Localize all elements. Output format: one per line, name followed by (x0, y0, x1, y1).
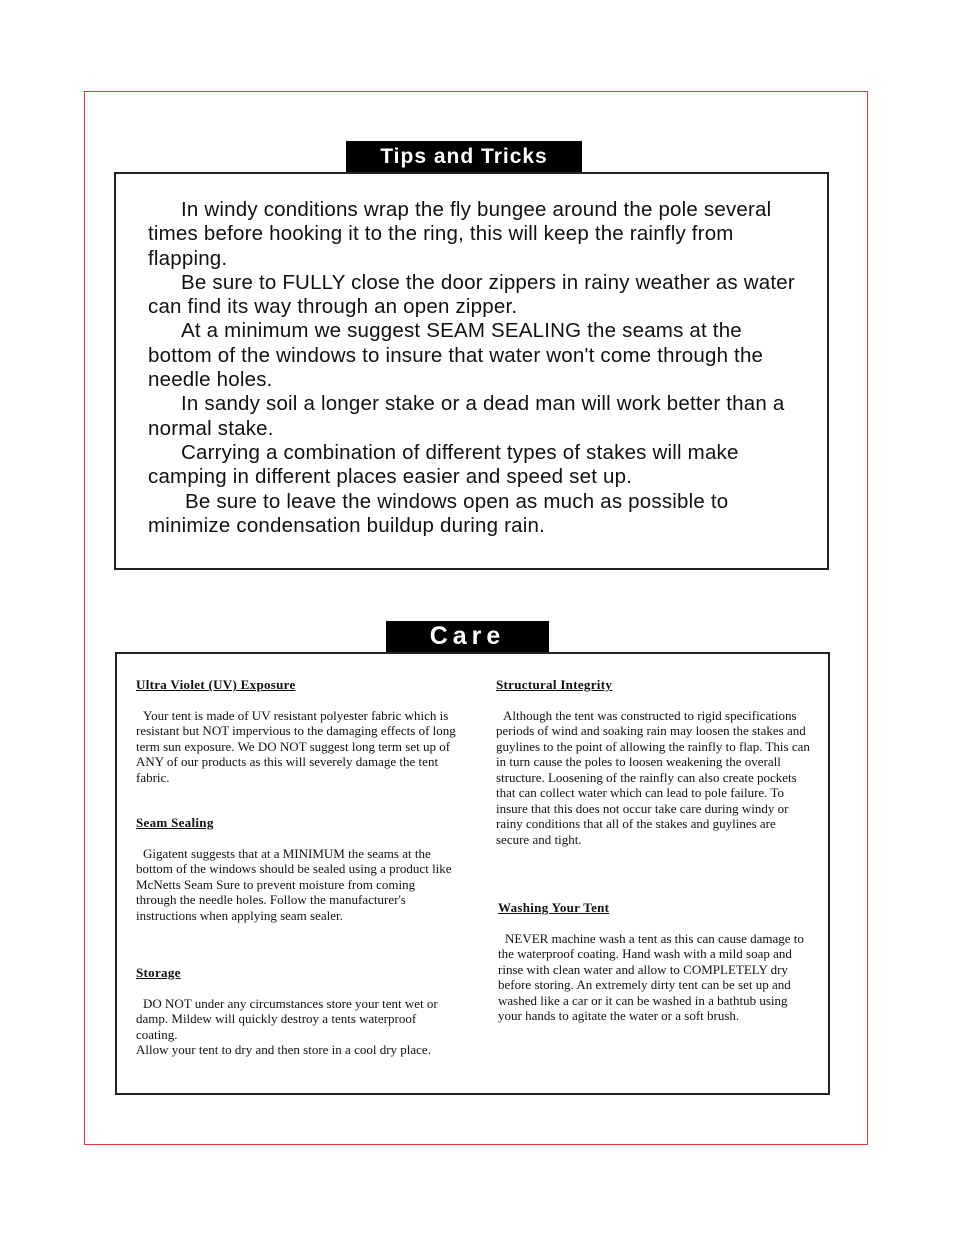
structural-heading: Structural Integrity (496, 677, 613, 692)
care-washing-section (498, 900, 812, 1024)
tip-item: Be sure to leave the windows open as much as possible to minimize condensation buildup during rain. (148, 489, 729, 537)
washing-body: NEVER machine wash a tent as this can cause damage to the waterproof coating. Hand wash with a mild soap and rinse with clean water and allow to COMPLETELY dry before storing. An extremely dirty tent can be set up and washed like a car or it can be washed in a bathtub using your hands to agitate the water or a soft brush. (498, 930, 804, 1023)
care-uv-section (136, 677, 458, 785)
care-seam-section (136, 815, 458, 923)
care-structural-section (496, 677, 810, 847)
uv-body: Your tent is made of UV resistant polyester fabric which is resistant but NOT impervious to the damaging effects of long term sun exposure. We DO NOT suggest long term set up of ANY of our products as this will severely damage the tent fabric. (136, 707, 456, 785)
tip-item: At a minimum we suggest SEAM SEALING the seams at the bottom of the windows to insure that water won't come through the needle holes. (148, 319, 764, 392)
storage-body: DO NOT under any circumstances store your tent wet or damp. Mildew will quickly destroy a tents waterproof coating. (136, 995, 438, 1042)
uv-heading: Ultra Violet (UV) Exposure (136, 677, 296, 692)
care-storage-section (136, 965, 458, 1058)
washing-heading: Washing Your Tent (498, 900, 610, 915)
storage-body-2: Allow your tent to dry and then store in a cool dry place. (136, 1042, 431, 1057)
tips-title: Tips and Tricks (346, 141, 582, 172)
care-title: Care (386, 621, 549, 652)
tip-item: Be sure to FULLY close the door zippers in rainy weather as water can find its way through an open zipper. (148, 270, 795, 319)
seam-body: Gigatent suggests that at a MINIMUM the seams at the bottom of the windows should be sealed using a product like McNetts Seam Sure to prevent moisture from coming through the needle holes. Follow the manufacturer's instructions when applying seam sealer. (136, 845, 452, 923)
tip-item: Carrying a combination of different types of stakes will make camping in different places easier and speed set up. (148, 440, 739, 489)
structural-body: Although the tent was constructed to rigid specifications periods of wind and soaking rain may loosen the stakes and guylines to the point of allowing the rainfly to flap. This can in turn cause the poles to loosen weakening the overall structure. Loosening of the rainfly can also create pockets that can collect water which can lead to pole failure. To insure that this does not occur take care during windy or rainy conditions that all of the stakes and guylines are secure and tight. (496, 707, 810, 847)
seam-heading: Seam Sealing (136, 815, 214, 830)
tip-item: In windy conditions wrap the fly bungee around the pole several times before hooking it to the ring, this will keep the rainfly from flapping. (148, 198, 772, 270)
tips-list (148, 198, 808, 538)
tip-item: In sandy soil a longer stake or a dead man will work better than a normal stake. (148, 392, 785, 440)
storage-heading: Storage (136, 965, 181, 980)
